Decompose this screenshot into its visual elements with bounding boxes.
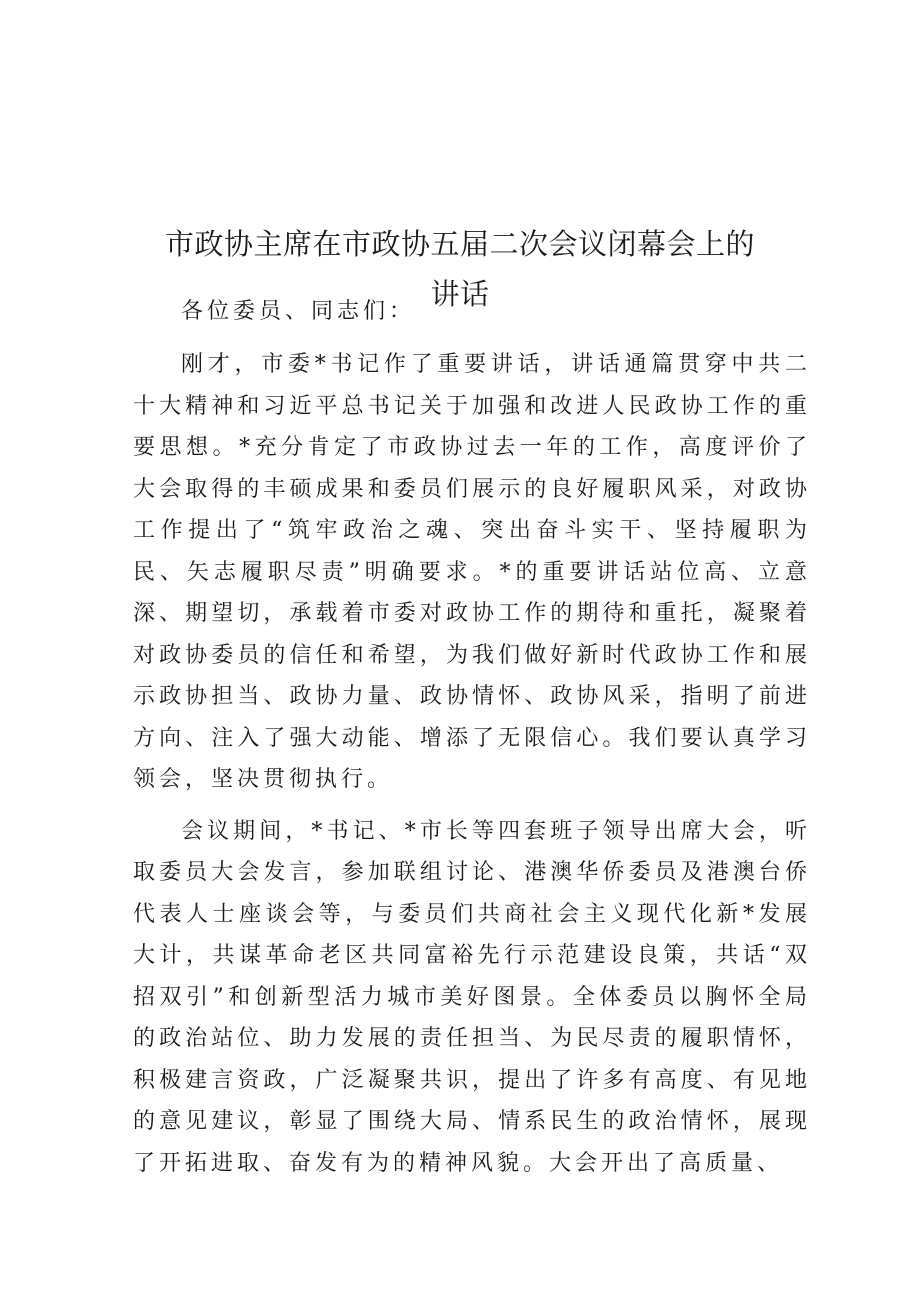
title-line-2: 讲话 — [430, 277, 490, 312]
paragraph-1: 刚才，市委*书记作了重要讲话，讲话通篇贯穿中共二十大精神和习近平总书记关于加强和改进人民政协工作的重要思想。*充分肯定了市政协过去一年的工作，高度评价了大会取得的丰硕成果和委员们展示的良好履职风采，对政协工作提出了“筑牢政治之魂、突出奋斗实干、坚持履职为民、矢志履职尽责”明确要求。*的重要讲话站位高、立意深、期望切，承载着市委对政协工作的期待和重托，凝聚着对政协委员的信任和希望，为我们做好新时代政协工作和展示政协担当、政协力量、政协情怀、政协风采，指明了前进方向、注入了强大动能、增添了无限信心。我们要认真学习领会，坚决贯彻执行。 — [133, 352, 811, 792]
title-line-1: 市政协主席在市政协五届二次会议闭幕会上的 — [164, 227, 755, 262]
paragraph-2: 会议期间，*书记、*市长等四套班子领导出席大会，听取委员大会发言，参加联组讨论、港澳华侨委员及港澳台侨代表人士座谈会等，与委员们共商社会主义现代化新*发展大计，共谋革命老区共同富裕先行示范建设良策，共话“双招双引”和创新型活力城市美好图景。全体委员以胸怀全局的政治站位、助力发展的责任担当、为民尽责的履职情怀，积极建言资政，广泛凝聚共识，提出了许多有高度、有见地的意见建议，彰显了围绕大局、情系民生的政治情怀，展现了开拓进取、奋发有为的精神风貌。大会开出了高质量、 — [133, 818, 811, 1176]
salutation: 各位委员、同志们： — [181, 299, 416, 324]
document-body — [133, 292, 811, 1194]
